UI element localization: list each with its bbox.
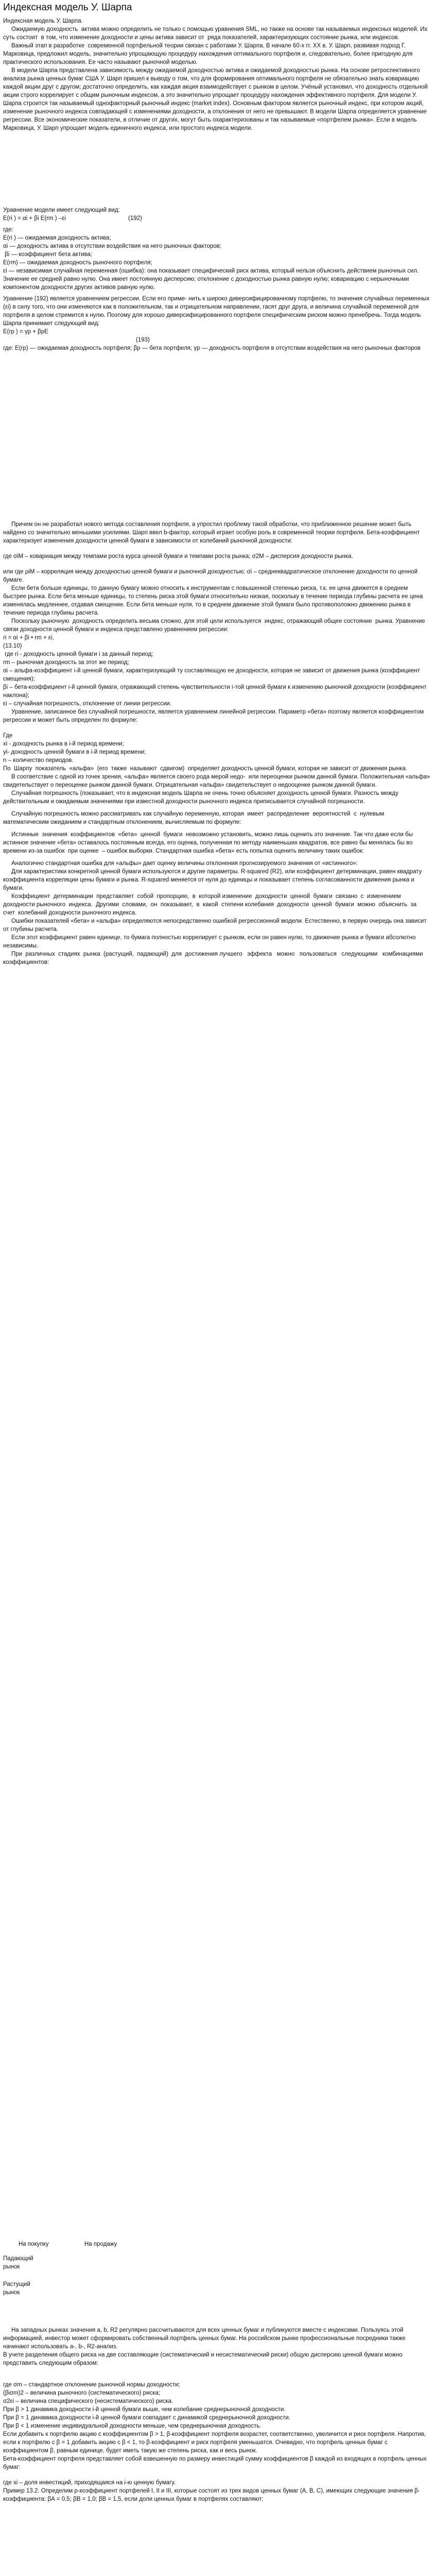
- market-stage-table: [3, 2241, 209, 2303]
- definition-line: εi — независимая случайная переменная (ошибка): она показывает специфический риск актива, который нельзя объяснить действием рыночных сил. Значение ее средней равно нулю. Она имеет постоянную дисперсию; отклонение с доходностью рынка равную нулю; ковариацию с нерыночными компонентом доходности других активов равную нулю.: [3, 268, 421, 291]
- paragraph: В учете разделения общего риска на две составляющие (систематический и несистематический риски) общую дисперсию ценной бумаги можно представить следующим образом:: [3, 2352, 404, 2366]
- definition-line: E(ri ) — ожидаемая доходность актива;: [3, 235, 111, 241]
- paragraph: В соответствие с одной из точек зрения, «альфа» является своего рода мерой недо- или переоценки рынком данной бумаги. Положительная «альфа» свидетельствует о переоценке рынком данной бумаги. Отрицательная «альфа» свидетельствует о недооценке рынком данной бумаги.: [3, 774, 433, 788]
- paragraph: При β < 1 изменение индивидуальной доходности меньше, чем среднерыночная доходность.: [3, 2423, 261, 2429]
- equation-block-1: [3, 206, 431, 352]
- paragraph: Случайная погрешность (показывает, что в индексная модель Шарпа не очень точно объясняет доходность ценной бумаги. Разность между действительным и ожидаемым значениями при известной доходности рыночного индекса приписывается случайной погрешности.: [3, 790, 400, 805]
- definition-line: βi – бета-коэффициент i-й ценной бумаги, отражающий степень чувствительности i-той ценной бумаги к изменению рыночной доходности (коэффициент наклона);: [3, 684, 428, 699]
- paragraph: Истинные значения коэффициентов «бета» ценной бумаги невозможно установить, можно лишь оценить это значение. Так что даже если бы истинное значение «бета» оставалось постоянным всегда, его оценка, полученная по методу наименьших квадратов, все равно бы менялась бы во времени из-за ошибок при оценке – ошибок выборки. Стандартная ошибка «бета» есть попытка оценить величину таких ошибок:: [3, 832, 415, 854]
- definition-line: где ri - доходность ценной бумаги i за данный период;: [3, 651, 153, 657]
- intro-block: [3, 17, 431, 132]
- paragraph: При различных стадиях рынка (растущий, падающий) для достижения лучшего эффекта можно пользоваться следующими комбинациями коэффициентов:: [3, 951, 425, 965]
- definition-line: где хi – доля инвестиций, приходящаяся на i-ю ценную бумагу.: [3, 2480, 176, 2486]
- paragraph: Ошибки показателей «бета» и «альфа» определяются непосредственно ошибкой регрессионной модели. Естественно, в первую очередь она зависит от глубины расчета.: [3, 918, 428, 933]
- paragraph: или где ρiM – корреляция между доходностью ценной бумаги и рыночной доходностью; σi – среднеквадратическое отклонение доходности по ценной бумаге.: [3, 569, 420, 583]
- definition-line: rm – рыночная доходность за этот же период;: [3, 659, 129, 666]
- equation: ri = αi + βi • rm + εi,: [3, 635, 54, 641]
- row-header: Падающий рынок: [3, 2256, 33, 2270]
- equation-text: E(ri ) = αi + βi E(rm ) –εi: [3, 215, 66, 222]
- paragraph: Бета-коэффициент портфеля представляет собой взвешенную по размеру инвестиций сумму коэффициентов β каждой из входящих в портфель ценных бумаг:: [3, 2456, 429, 2470]
- row-header: Растущий рынок: [3, 2281, 30, 2296]
- risk-block: [3, 2326, 431, 2503]
- column-header: На продажу: [84, 2241, 117, 2247]
- definition-line: где σm – стандартное отклонение рыночной нормы доходности;: [3, 2382, 180, 2388]
- definition-line: n – количество периодов.: [3, 757, 74, 764]
- paragraph: Если добавить к портфелю акцию с коэффициентом β > 1, β-коэффициент портфеля возрастет, соответственно, увеличится и риск портфеля. Напротив, если к портфелю с β = 1 добавить акцию с β < 1, то β-коэффициент и риск портфеля уменьшатся. Очевидно, что портфель ценных бумаг с коэффициентом β, равным единице, будет иметь такую же степень риска, как и весь рынок.: [3, 2431, 428, 2454]
- column-header: На покупку: [19, 2241, 49, 2247]
- equation-number: (192): [128, 215, 142, 222]
- equation-intro: Уравнение модели имеет следующий вид:: [3, 207, 120, 213]
- paragraph: Если этот коэффициент равен единице, то бумага полностью коррелирует с рынком, если он равен нулю, то движение рынка и бумаги абсолютно независимы.: [3, 935, 417, 949]
- definition-line: где:: [3, 227, 13, 233]
- definition-line: αi — доходность актива в отсутствии воздействия на него рыночных факторов;: [3, 243, 222, 249]
- definition-line: Где: [3, 733, 13, 739]
- equation: E(rp ) = γp + βpE: [3, 329, 48, 335]
- equation: [3, 214, 431, 223]
- definition-line: (βiσm)2 – величина рыночного (систематического) риска;: [3, 2390, 161, 2396]
- paragraph: где σiM – ковариация между темпами роста курса ценной бумаги и темпами роста рынка; σ2M – дисперсия доходности рынка.: [3, 553, 353, 560]
- paragraph: При β = 1 динамика доходности i-й ценной бумаги совпадает с динамикой среднерыночной доходности.: [3, 2415, 291, 2421]
- definition-line: βi — коэффициент бета актива;: [3, 251, 93, 258]
- paragraph: В модели Шарпа представлена зависимость между ожидаемой доходностью актива и ожидаемой доходностью рынка. На основе ретроспективного анализа рынка ценных бумаг США У. Шарп пришел к выводу о том, что для формирования оптимального портфеля не обязательно знать ковариацию каждой акции друг с другом; достаточно определить, как каждая акция взаимодействует с рынком в целом. Учёный установил, что доходность отдельной акции строго коррелирует с общим рыночным индексом, а это значительно упрощает процедуру нахождения эффективного портфеля. Для модели У. Шарпа строится так называемый однофакторный рыночный индекс (market index). Основным фактором является рыночный индекс, при котором акций, изменение рыночного индекса совпадающей с изменениями доходности, а отклонения от него не превышают. В модели Шарпа определяется уравнение регрессии. Все экономические показатели, в отличие от других, могут быть охарактеризованы и так называемые «портфелем рынка». Если в модель Марковица, У. Шарп упрощает модель единичного индекса, или простого индекса модели.: [3, 67, 429, 131]
- paragraph: Поскольку рыночную доходность определить весьма сложно, для этой цели используется индекс, отражающий общее состояние рынка. Уравнение связи доходности ценной бумаги и индекса представлено уравнением регрессии:: [3, 618, 427, 633]
- paragraph: На западных рынках значения a, b, R2 регулярно рассчитываются для всех ценных бумаг и публикуются вместе с индексами. Пользуясь этой информацией, инвестор может сформировать собственный портфель ценных бумаг. На российском рынке профессиональные посредники также начинают использовать a-, b-, R2-анализ.: [3, 2327, 407, 2350]
- paragraph: Для характеристики конкретной ценной бумаги используются и другие параметры. R-squared (R2), или коэффициент детерминации, равен квадрату коэффициента корреляции цены бумаги и рынка. R-squared меняется от нуля до единицы и показывает степень согласованности движения рынка и бумаги.: [3, 869, 424, 891]
- paragraph: Индексная модель У. Шарпа.: [3, 18, 83, 24]
- paragraph: Если бета больше единицы, то данную бумагу можно относить к инструментам с повышенной степенью риска, т.к. ее цена движется в среднем быстрее рынка. Если бета меньше единицы, то степень риска этой бумаги относительно низкая, поскольку в течение периода глубины расчета ее цена изменялась медленнее, отдавая смещение. Если бета меньше нуля, то в среднем движение этой бумаги было противоположно движению рынка в течение периода глубины расчета.: [3, 585, 425, 616]
- equation-number: (193): [136, 337, 150, 343]
- paragraph: Коэффициент детерминации представляет собой пропорцию, в которой изменение доходности ценной бумаги связано с изменением доходности рыночного индекса. Другими словами, он показывает, в какой степени колебания доходности ценной бумаги можно объяснить за счет колебаний доходности рыночного индекса.: [3, 893, 420, 916]
- paragraph: При β > 1 динамика доходности i-й ценной бумаги выше, чем колебание среднерыночной доходности.: [3, 2406, 286, 2413]
- paragraph: Важный этап в разработке современной портфельной теории связан с работами У. Шарпа. В начале 60-х гг. ХХ в. У. Шарп, развивая подход Г. Марковица, предложил модель, значительно упрощающую процедуру нахождения оптимального портфеля и, следовательно, более пригодную для практического использования. Ее часто называют рыночной моделью.: [3, 43, 414, 65]
- page-title: Индексная модель У. Шарпа: [3, 2, 132, 13]
- paragraph: Уравнение, записанное без случайной погрешности, является уравнением линейной регрессии. Параметр «бета» поэтому является коэффициентом регрессии и может быть определен по формуле:: [3, 709, 426, 723]
- paragraph: Пример 13.2. Определим р-коэффициент портфелей I, II и III, которые состоят из трех видов ценных бумаг (А, В, С), имеющих следующие значения β-коэффициента: βА = 0,5; βВ = 1,0; βВ = 1,5, если доли ценных бумаг в портфелях составляют:: [3, 2488, 420, 2502]
- definition-line: E(rm) — ожидаемая доходность рыночного портфеля;: [3, 260, 152, 266]
- beta-block: [3, 520, 431, 967]
- definition-line: αi – альфа-коэффициент i-й ценной бумаги, характеризующий ту составляющую ее доходности, которая не зависит от движения рынка (коэффициент смещения);: [3, 668, 422, 682]
- paragraph: Ожидаемую доходность актива можно определить не только с помощью уравнения SML, но также на основе так называемых индексных моделей. Их суть состоит в том, что изменение доходности и цены актива зависит от ряда показателей, характеризующих состояние рынка, или индексов.: [3, 26, 429, 41]
- definition-line: xi - доходность рынка в i-й период времени;: [3, 741, 124, 747]
- paragraph: Причем он не разработал нового метода составления портфеля, а упростил проблему такой обработки, что приближенное решение может быть найдено со значительно меньшими усилиями. Шарп ввел b-фактор, который играет особую роль в современной теории портфеля. Бета-коэффициент характеризует изменения доходности ценной бумаги в зависимости от колебаний рыночной доходности:: [3, 521, 422, 544]
- paragraph: Аналогично стандартная ошибка для «альфы» дает оценку величины отклонения прогнозируемого значения от «истинного»:: [3, 860, 358, 867]
- definition-line: εi – случайная погрешность, отклонение от линии регрессии.: [3, 701, 172, 707]
- paragraph: Случайную погрешность можно рассматривать как случайную переменную, которая имеет распределение вероятностей с нулевым математическим ожиданием и стандартным отклонением, вычисляемым по формуле:: [3, 811, 388, 825]
- definition-line: yi- доходность ценной бумаги в i-й период времени;: [3, 749, 146, 755]
- definition-line: σ2εi – величина специфического (несистематического) риска.: [3, 2398, 173, 2404]
- paragraph: Уравнение (192) является уравнением регрессии. Если его приме- нить к широко диверсифицированному портфелю, то значения случайных переменных (εi) в силу того, что они изменяются как в положительном, так и отрицательном направлении, гасят друг друга, и величина случайной переменной для портфеля в целом стремится к нулю. Поэтому для хорошо диверсифицированного портфеля специфическим риском можно пренебречь. Тогда модель Шарпа принимает следующий вид:: [3, 296, 431, 327]
- definition-line: где: E(rp) — ожидаемая доходность портфеля; βp — бета портфеля; γp — доходность портфеля в отсутствии воздействия на него рыночных факторов: [3, 345, 421, 351]
- paragraph: По Шарпу показатель «альфа» (его также называют сдвигом) определяет доходность ценной бумаги, которая не зависит от движения рынка.: [3, 766, 408, 772]
- equation-number: (13.10): [3, 643, 22, 649]
